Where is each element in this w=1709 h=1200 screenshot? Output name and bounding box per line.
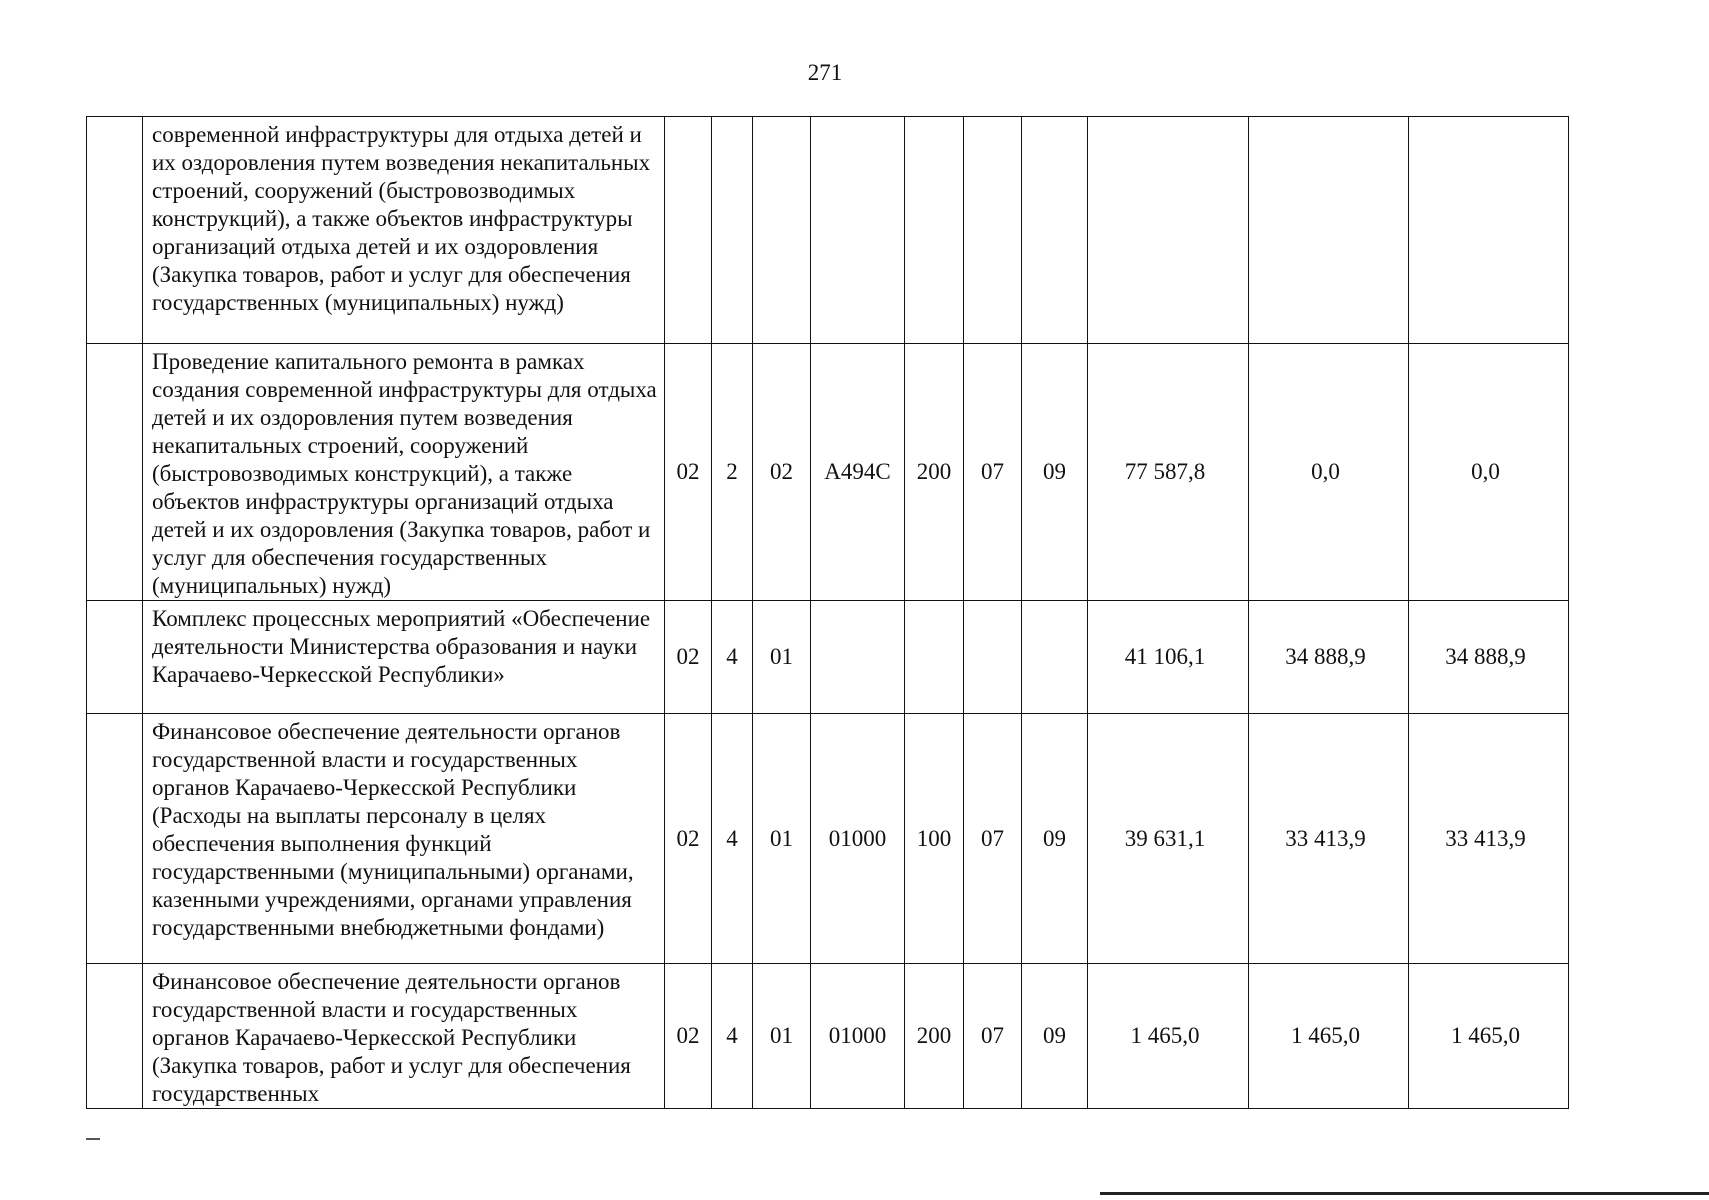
code-cell: 07 xyxy=(964,964,1022,1109)
amount-cell xyxy=(1088,117,1249,344)
row-number-cell xyxy=(87,601,143,714)
code-cell xyxy=(964,601,1022,714)
table-row xyxy=(87,117,1569,344)
scan-edge-line xyxy=(1100,1192,1709,1195)
code-cell: 02 xyxy=(753,344,811,601)
description-cell: Комплекс процессных мероприятий «Обеспечение деятельности Министерства образования и науки Карачаево-Черкесской Республики» xyxy=(143,601,665,714)
row-number-cell xyxy=(87,964,143,1109)
scan-mark xyxy=(86,1138,100,1140)
description-cell: Проведение капитального ремонта в рамках создания современной инфраструктуры для отдыха детей и их оздоровления путем возведения некапитальных строений, сооружений (быстровозводимых конструкций), а также объектов инфраструктуры организаций отдыха детей и их оздоровления (Закупка товаров, работ и услуг для обеспечения государственных (муниципальных) нужд) xyxy=(143,344,665,601)
code-cell xyxy=(1022,601,1088,714)
amount-cell: 0,0 xyxy=(1249,344,1409,601)
amount-cell: 0,0 xyxy=(1409,344,1569,601)
code-cell xyxy=(811,601,905,714)
code-cell xyxy=(811,117,905,344)
table-row xyxy=(87,601,1569,714)
description-cell: Финансовое обеспечение деятельности органов государственной власти и государственных органов Карачаево-Черкесской Республики (Закупка товаров, работ и услуг для обеспечения государственных xyxy=(143,964,665,1109)
amount-cell: 39 631,1 xyxy=(1088,714,1249,964)
amount-cell: 77 587,8 xyxy=(1088,344,1249,601)
code-cell: 09 xyxy=(1022,964,1088,1109)
code-cell xyxy=(712,117,753,344)
code-cell: 200 xyxy=(905,344,964,601)
code-cell: 200 xyxy=(905,964,964,1109)
code-cell: 100 xyxy=(905,714,964,964)
amount-cell: 34 888,9 xyxy=(1409,601,1569,714)
code-cell xyxy=(1022,117,1088,344)
code-cell: 2 xyxy=(712,344,753,601)
amount-cell: 41 106,1 xyxy=(1088,601,1249,714)
description-cell: Финансовое обеспечение деятельности органов государственной власти и государственных органов Карачаево-Черкесской Республики (Расходы на выплаты персоналу в целях обеспечения выполнения функций государственными (муниципальными) органами, казенными учреждениями, органами управления государственными внебюджетными фондами) xyxy=(143,714,665,964)
amount-cell: 33 413,9 xyxy=(1249,714,1409,964)
code-cell: 01 xyxy=(753,964,811,1109)
code-cell: 01000 xyxy=(811,964,905,1109)
amount-cell: 33 413,9 xyxy=(1409,714,1569,964)
code-cell xyxy=(665,117,712,344)
code-cell: 01 xyxy=(753,714,811,964)
row-number-cell xyxy=(87,117,143,344)
code-cell: 07 xyxy=(964,714,1022,964)
code-cell xyxy=(964,117,1022,344)
amount-cell xyxy=(1249,117,1409,344)
code-cell: 09 xyxy=(1022,714,1088,964)
table-row xyxy=(87,714,1569,964)
code-cell: 02 xyxy=(665,714,712,964)
table-row xyxy=(87,344,1569,601)
code-cell: 02 xyxy=(665,964,712,1109)
code-cell: А494С xyxy=(811,344,905,601)
code-cell xyxy=(905,601,964,714)
code-cell xyxy=(905,117,964,344)
row-number-cell xyxy=(87,714,143,964)
row-number-cell xyxy=(87,344,143,601)
code-cell: 01000 xyxy=(811,714,905,964)
budget-table xyxy=(86,116,1569,1109)
code-cell: 02 xyxy=(665,601,712,714)
page-number: 271 xyxy=(807,60,843,85)
code-cell: 4 xyxy=(712,601,753,714)
amount-cell: 1 465,0 xyxy=(1409,964,1569,1109)
code-cell: 01 xyxy=(753,601,811,714)
code-cell: 4 xyxy=(712,714,753,964)
amount-cell: 34 888,9 xyxy=(1249,601,1409,714)
amount-cell: 1 465,0 xyxy=(1249,964,1409,1109)
code-cell: 4 xyxy=(712,964,753,1109)
code-cell xyxy=(753,117,811,344)
amount-cell xyxy=(1409,117,1569,344)
description-cell: современной инфраструктуры для отдыха детей и их оздоровления путем возведения некапитальных строений, сооружений (быстровозводимых конструкций), а также объектов инфраструктуры организаций отдыха детей и их оздоровления (Закупка товаров, работ и услуг для обеспечения государственных (муниципальных) нужд) xyxy=(143,117,665,344)
code-cell: 07 xyxy=(964,344,1022,601)
amount-cell: 1 465,0 xyxy=(1088,964,1249,1109)
code-cell: 02 xyxy=(665,344,712,601)
table-row xyxy=(87,964,1569,1109)
code-cell: 09 xyxy=(1022,344,1088,601)
